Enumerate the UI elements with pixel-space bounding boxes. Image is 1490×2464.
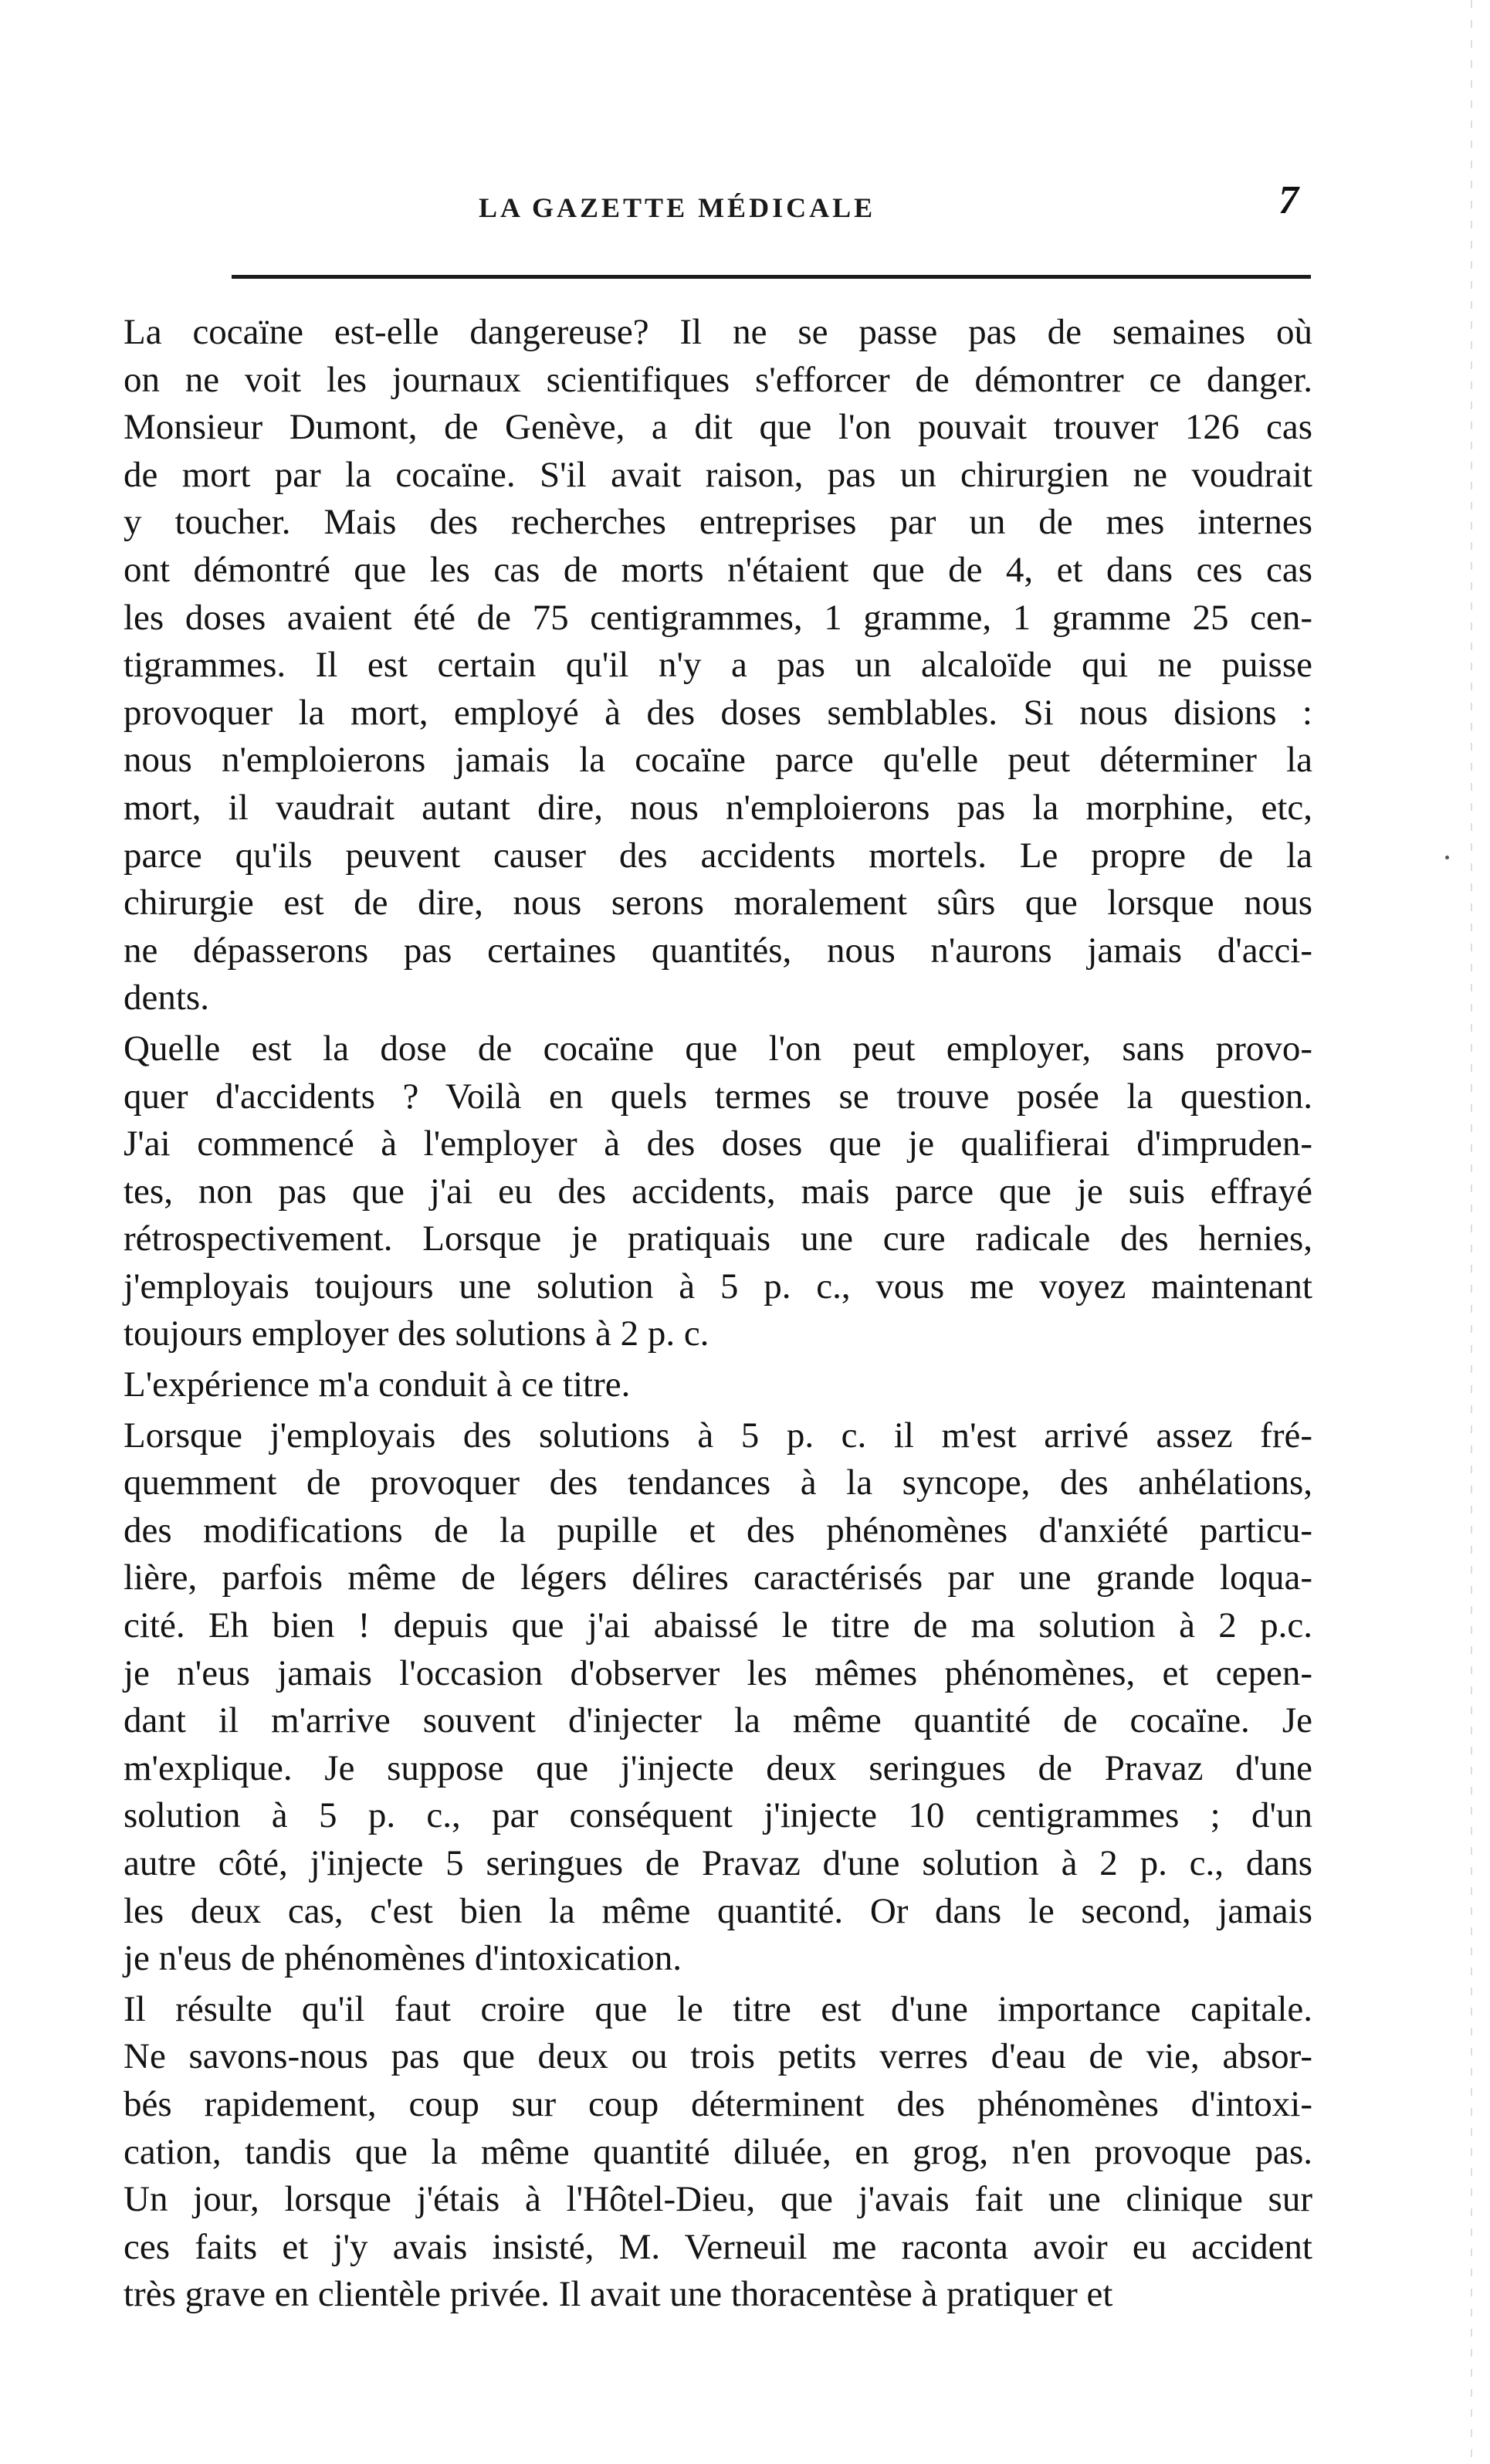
text-line: Ne savons-nous pas que deux ou trois petits verres d'eau de vie, absor- (124, 2036, 1312, 2077)
text-line: Il résulte qu'il faut croire que le titre est d'une importance capitale. (124, 1988, 1312, 2029)
page-number: 7 (1278, 178, 1299, 222)
text-line: ne dépasserons pas certaines quantités, nous n'aurons jamais d'acci- (124, 930, 1312, 971)
text-line: très grave en clientèle privée. Il avait une thoracentèse à pratiquer et (124, 2274, 1113, 2315)
ink-speck (1445, 856, 1449, 859)
text-line: Quelle est la dose de cocaïne que l'on peut employer, sans provo- (124, 1028, 1312, 1069)
text-line: j'employais toujours une solution à 5 p. c., vous me voyez maintenant (124, 1266, 1312, 1307)
text-line: mort, il vaudrait autant dire, nous n'emploierons pas la morphine, etc, (124, 787, 1312, 828)
paragraph (124, 309, 1312, 1022)
paragraph (124, 1025, 1312, 1358)
text-line: quer d'accidents ? Voilà en quels termes se trouve posée la question. (124, 1076, 1312, 1117)
text-line: cité. Eh bien ! depuis que j'ai abaissé le titre de ma solution à 2 p.c. (124, 1605, 1312, 1646)
text-line: lière, parfois même de légers délires caractérisés par une grande loqua- (124, 1557, 1312, 1598)
text-line: Lorsque j'employais des solutions à 5 p. c. il m'est arrivé assez fré- (124, 1415, 1312, 1456)
text-line: autre côté, j'injecte 5 seringues de Pravaz d'une solution à 2 p. c., dans (124, 1843, 1312, 1883)
running-title: LA GAZETTE MÉDICALE (479, 192, 876, 223)
text-line: J'ai commencé à l'employer à des doses que je qualifierai d'impruden- (124, 1124, 1312, 1164)
text-line: La cocaïne est-elle dangereuse? Il ne se passe pas de semaines où (124, 312, 1312, 352)
text-line: toujours employer des solutions à 2 p. c. (124, 1313, 709, 1354)
text-line: y toucher. Mais des recherches entreprises par un de mes internes (124, 502, 1312, 543)
text-line: nous n'emploierons jamais la cocaïne parce qu'elle peut déterminer la (124, 740, 1312, 781)
text-line: de mort par la cocaïne. S'il avait raison, pas un chirurgien ne voudrait (124, 454, 1312, 495)
text-line: des modifications de la pupille et des phénomènes d'anxiété particu- (124, 1510, 1312, 1551)
text-line: je n'eus jamais l'occasion d'observer les mêmes phénomènes, et cepen- (124, 1652, 1312, 1693)
text-line: bés rapidement, coup sur coup déterminent des phénomènes d'intoxi- (124, 2083, 1312, 2124)
text-line: tes, non pas que j'ai eu des accidents, mais parce que je suis effrayé (124, 1171, 1312, 1212)
article-body (124, 309, 1312, 2319)
text-line: L'expérience m'a conduit à ce titre. (124, 1364, 631, 1405)
text-line: ont démontré que les cas de morts n'étaient que de 4, et dans ces cas (124, 549, 1312, 590)
text-line: dant il m'arrive souvent d'injecter la même quantité de cocaïne. Je (124, 1700, 1312, 1741)
text-line: chirurgie est de dire, nous serons moralement sûrs que lorsque nous (124, 883, 1312, 924)
text-line: on ne voit les journaux scientifiques s'efforcer de démontrer ce danger. (124, 359, 1312, 400)
text-line: rétrospectivement. Lorsque je pratiquais une cure radicale des hernies, (124, 1218, 1312, 1259)
paragraph (124, 1412, 1312, 1983)
text-line: ces faits et j'y avais insisté, M. Verneuil me raconta avoir eu accident (124, 2226, 1312, 2267)
page-edge (1471, 0, 1472, 2464)
text-line: dents. (124, 978, 209, 1018)
text-line: parce qu'ils peuvent causer des accidents mortels. Le propre de la (124, 835, 1312, 876)
text-line: quemment de provoquer des tendances à la syncope, des anhélations, (124, 1462, 1312, 1503)
text-line: cation, tandis que la même quantité diluée, en grog, n'en provoque pas. (124, 2131, 1312, 2172)
text-line: Monsieur Dumont, de Genève, a dit que l'on pouvait trouver 126 cas (124, 407, 1312, 448)
paragraph (124, 1986, 1312, 2319)
paragraph (124, 1361, 1312, 1409)
text-line: solution à 5 p. c., par conséquent j'injecte 10 centigrammes ; d'un (124, 1795, 1312, 1836)
text-line: les doses avaient été de 75 centigrammes, 1 gramme, 1 gramme 25 cen- (124, 597, 1312, 638)
text-line: Un jour, lorsque j'étais à l'Hôtel-Dieu, que j'avais fait une clinique sur (124, 2179, 1312, 2220)
text-line: les deux cas, c'est bien la même quantité. Or dans le second, jamais (124, 1890, 1312, 1931)
text-line: m'explique. Je suppose que j'injecte deux seringues de Pravaz d'une (124, 1747, 1312, 1788)
text-line: provoquer la mort, employé à des doses semblables. Si nous disions : (124, 692, 1312, 733)
header-rule (232, 275, 1311, 279)
text-line: tigrammes. Il est certain qu'il n'y a pas un alcaloïde qui ne puisse (124, 645, 1312, 686)
text-line: je n'eus de phénomènes d'intoxication. (124, 1938, 682, 1979)
